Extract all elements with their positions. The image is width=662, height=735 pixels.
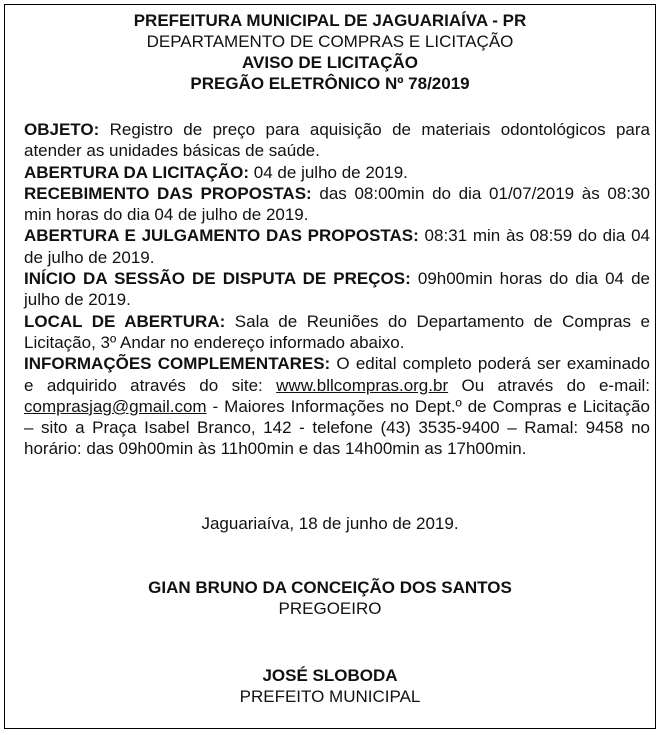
info-text-1: O edital completo poderá ser examinado e adquirido através do site: [24,354,650,395]
auction-number-title: PREGÃO ELETRÔNICO Nº 78/2019 [190,74,470,93]
signatory-name: GIAN BRUNO DA CONCEIÇÃO DOS SANTOS [148,578,512,597]
recebimento-paragraph [24,183,650,226]
signatory-role: PREGOEIRO [278,599,382,618]
local-text: Sala de Reuniões do Departamento de Compras e Licitação, 3º Andar no endereço informado abaixo. [24,311,651,352]
objeto-text: Registro de preço para aquisição de materiais odontológicos para atender as unidades básicas de saúde. [24,120,650,161]
notice-body [24,119,650,460]
signatory-name: JOSÉ SLOBODA [262,666,398,685]
abertura-text: 04 de julho de 2019. [249,162,408,182]
notice-header [5,10,655,94]
info-paragraph [24,353,650,459]
local-label: LOCAL DE ABERTURA: [24,311,226,331]
inicio-label: INÍCIO DA SESSÃO DE DISPUTA DE PREÇOS: [24,269,411,289]
abertura-paragraph [24,162,650,183]
inicio-paragraph [24,268,650,311]
signatory-role: PREFEITO MUNICIPAL [239,687,421,706]
julgamento-paragraph [24,225,650,268]
info-text-3: - Maiores Informações no Dept.º de Compras e Licitação – sito a Praça Isabel Branco, 142 - telefone (43) 3535-9400 – Ramal: 9458 no horário: das 09h00min às 11h00min e das 14h00min as 17h00min. [24,396,650,459]
municipality-title: PREFEITURA MUNICIPAL DE JAGUARIAÍVA - PR [133,11,527,30]
signature-pregoeiro [5,577,655,619]
objeto-label: OBJETO: [24,120,100,139]
recebimento-text: das 08:00min do dia 01/07/2019 às 08:30 min horas do dia 04 de julho de 2019. [24,183,650,225]
signature-prefeito [5,665,655,707]
julgamento-label: ABERTURA E JULGAMENTO DAS PROPOSTAS: [24,226,419,246]
local-paragraph [24,311,650,354]
info-text-2: Ou através do e-mail: [448,375,650,395]
julgamento-text: 08:31 min às 08:59 do dia 04 de julho de 2019. [24,226,650,267]
abertura-label: ABERTURA DA LICITAÇÃO: [24,162,250,182]
notice-box [4,4,656,729]
website-link[interactable]: www.bllcompras.org.br [276,375,449,395]
recebimento-label: RECEBIMENTO DAS PROPOSTAS: [24,183,312,203]
info-label: INFORMAÇÕES COMPLEMENTARES: [24,354,331,374]
department-title: DEPARTAMENTO DE COMPRAS E LICITAÇÃO [146,32,514,51]
objeto-paragraph [24,119,650,162]
date-line: Jaguariaíva, 18 de junho de 2019. [201,514,459,533]
email-link[interactable]: comprasjag@gmail.com [24,396,207,416]
notice-type-title: AVISO DE LICITAÇÃO [242,53,418,72]
inicio-text: 09h00min horas do dia 04 de julho de 2019. [24,269,650,310]
